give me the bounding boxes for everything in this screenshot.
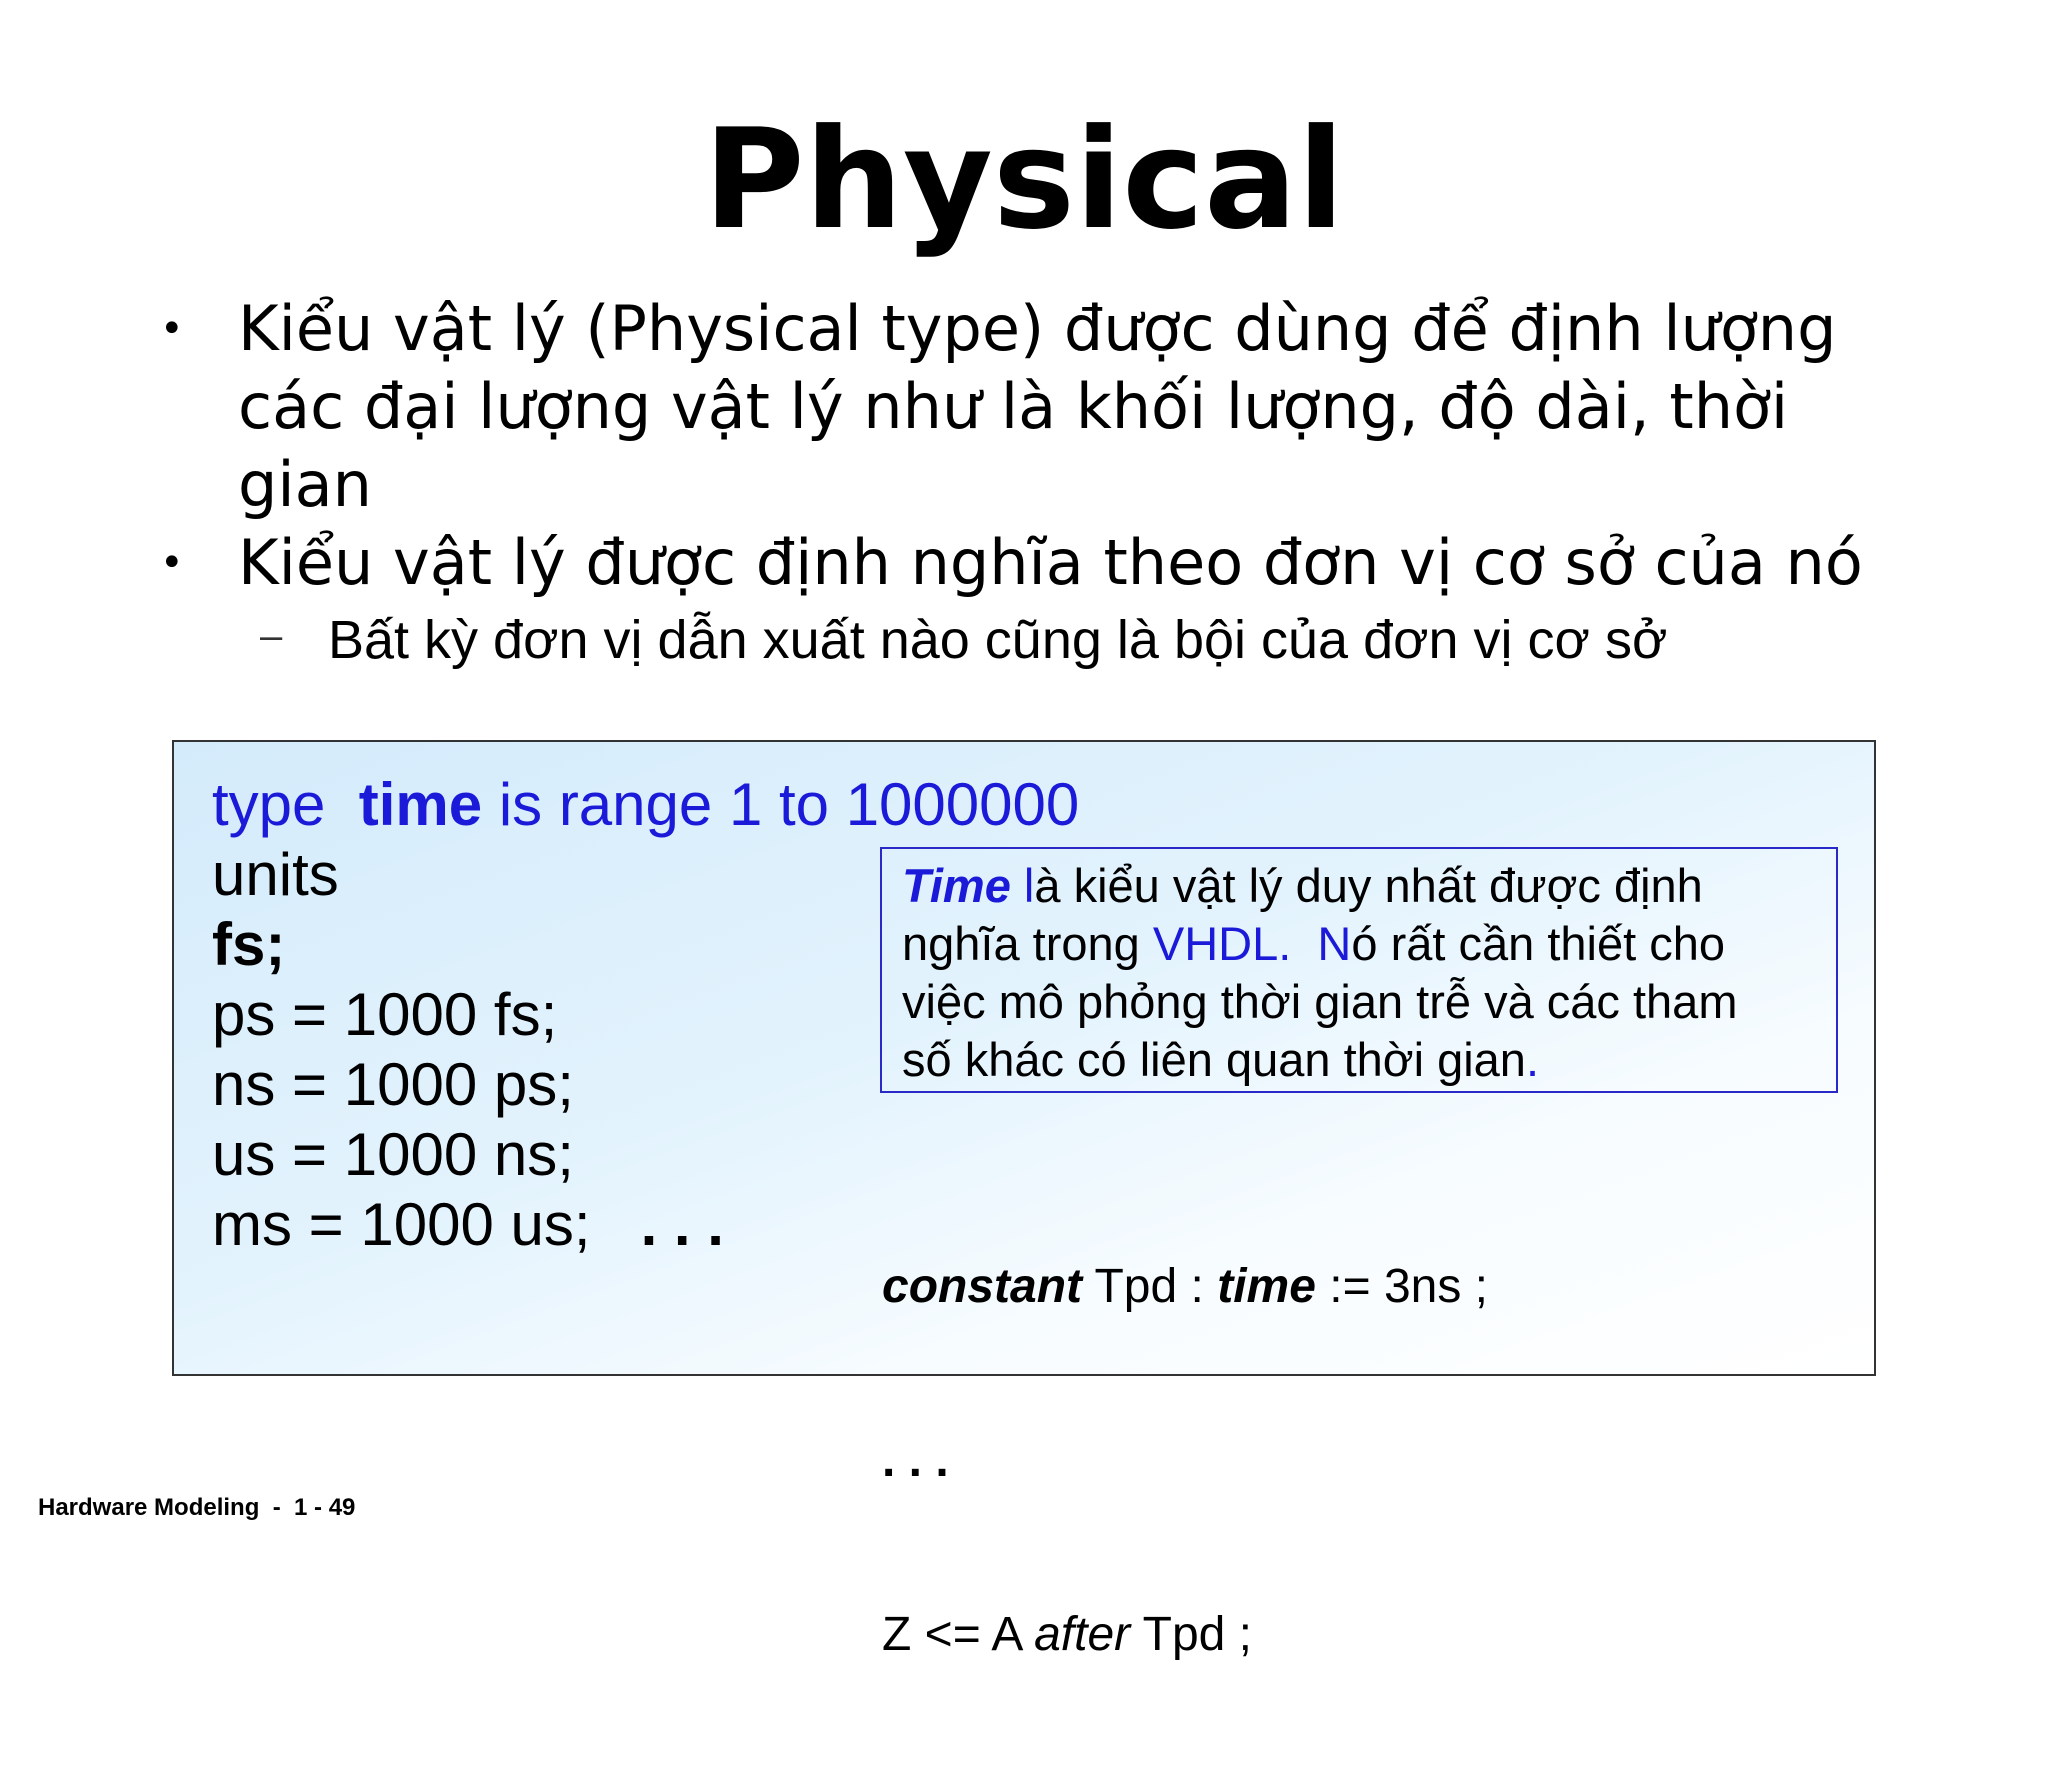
bullet-list [150,290,1950,674]
sub-bullet-text: Bất kỳ đơn vị dẫn xuất nào cũng là bội của đơn vị cơ sở [328,610,1668,670]
constant-example [882,1142,1488,1780]
sub-bullet-item [150,606,1950,674]
note-text [1291,917,1317,970]
note-line [902,1031,1816,1089]
unit-line: ns = 1000 ps; [212,1051,574,1118]
decl-ellipsis: . . . [882,1434,949,1487]
bullet-line: Kiểu vật lý (Physical type) được dùng để định lượng [238,292,1837,365]
note-text: à kiểu vật lý duy nhất được định [1034,859,1703,912]
note-text: N [1317,917,1352,970]
type-keyword: type [212,771,326,838]
note-line: việc mô phỏng thời gian trễ và các tham [902,975,1738,1028]
note-vhdl: VHDL. [1152,917,1292,970]
decl-text: Z <= A [882,1608,1035,1661]
unit-line: us = 1000 ns; [212,1121,574,1188]
code-ellipsis: . . . [640,1191,724,1258]
decl-text: Tpd : [1082,1260,1218,1313]
note-line [902,915,1816,973]
range-text: is range 1 to 1000000 [498,771,1080,838]
bullet-item [150,524,1950,602]
sub-bullet-marker: – [260,614,283,658]
note-text: l [1023,859,1035,912]
after-keyword: after [1034,1608,1131,1661]
slide-footer: Hardware Modeling - 1 - 49 [38,1494,356,1521]
type-name: time [358,771,483,838]
type-line [212,770,1079,840]
note-keyword: Time [902,859,1011,912]
note-line [902,857,1816,915]
note-text: số khác có liên quan thời gian [902,1033,1526,1086]
bullet-item [150,290,1950,524]
decl-text: Tpd ; [1130,1608,1253,1661]
bullet-line: Kiểu vật lý được định nghĩa theo đơn vị cơ sở của nó [238,526,1863,599]
constant-keyword: constant [882,1260,1083,1313]
constant-line [882,1258,1488,1316]
time-note-box [880,847,1838,1093]
slide-title: Physical [703,99,1345,260]
base-unit-line: fs; [212,911,286,978]
decl-text: := 3ns ; [1315,1260,1489,1313]
unit-line-text: ms = 1000 us; [212,1191,591,1258]
units-line: units [212,841,339,908]
note-text: . [1525,1033,1540,1086]
time-keyword: time [1217,1260,1316,1313]
bullet-line: các đại lượng vật lý như là khối lượng, độ dài, thời [238,370,1789,443]
note-text: ó rất cần thiết cho [1351,917,1725,970]
note-text: nghĩa trong [902,917,1153,970]
bullet-marker: • [160,540,184,586]
bullet-line: gian [238,448,372,521]
unit-line: ps = 1000 fs; [212,981,558,1048]
assign-line [882,1606,1488,1664]
bullet-marker: • [160,306,184,352]
